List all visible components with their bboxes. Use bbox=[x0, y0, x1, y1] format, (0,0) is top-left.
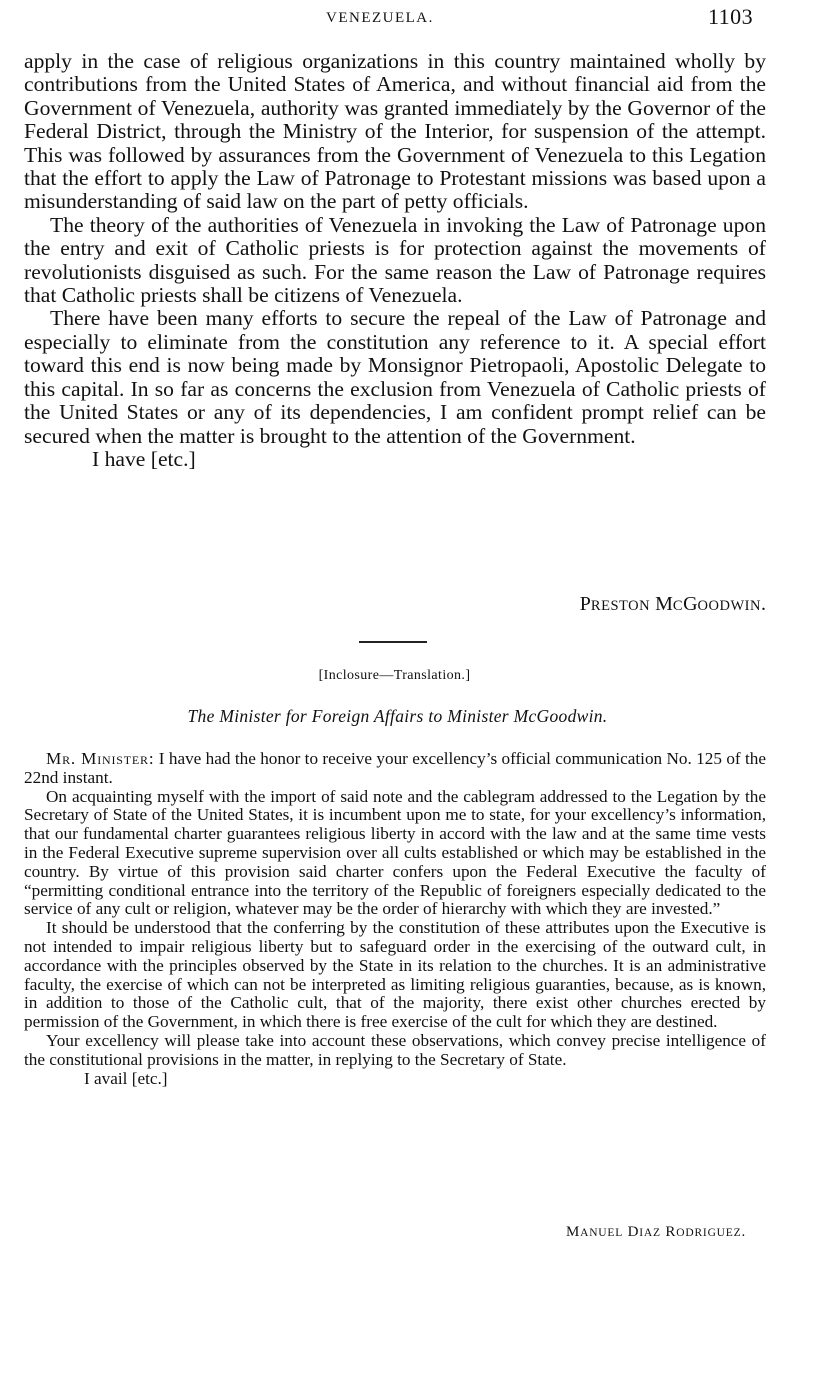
main-paragraph-2: The theory of the authorities of Venezuela in invoking the Law of Patronage upon the entry and exit of Catholic priests is for protection against the movements of revolutionists disguised as such. For the same reason the Law of Patronage requires that Catholic priests shall be citizens of Venezuela. bbox=[24, 212, 766, 308]
running-title: VENEZUELA. bbox=[326, 10, 434, 26]
main-paragraph-3: There have been many efforts to secure the repeal of the Law of Patronage and especially to eliminate from the constitution any reference to it. A special effort toward this end is now being made by Monsignor Pietropaoli, Apostolic Delegate to this capital. In so far as concerns the exclusion from Venezuela of Catholic priests of the United States or any of its dependencies, I am confident prompt relief can be secured when the matter is brought to the attention of the Government. bbox=[24, 306, 766, 448]
inclosure-label: [Inclosure—Translation.] bbox=[318, 668, 471, 683]
main-closing: I have [etc.] bbox=[92, 446, 196, 471]
salutation: Mr. Minister: bbox=[46, 749, 155, 768]
page-number: 1103 bbox=[708, 4, 754, 29]
inclosure-title: The Minister for Foreign Affairs to Minister McGoodwin. bbox=[187, 706, 608, 726]
section-divider bbox=[359, 641, 427, 643]
inclosure-paragraph-3: It should be understood that the conferring by the constitution of these attributes upon the Executive is not intended to impair religious liberty but to safeguard order in the exercising of the outward cult, in accordance with the principles observed by the State in its relation to the churches. It is an administrative faculty, the exercise of which can not be interpreted as limiting religious guaranties, because, as is known, in addition to those of the Catholic cult, that of the majority, there exist other churches erected by permission of the Government, in which there is free exercise of the cult for which they are destined. bbox=[24, 918, 766, 1032]
inclosure-paragraph-4: Your excellency will please take into account these observations, which convey precise intelligence of the constitutional provisions in the matter, in replying to the Secretary of State. bbox=[24, 1030, 766, 1069]
main-signature bbox=[24, 593, 766, 618]
inclosure-signature-text: MANUEL DIAZ RODRIGUEZ. bbox=[565, 1224, 746, 1240]
inclosure-paragraph-2: On acquainting myself with the import of said note and the cablegram addressed to the Legation by the Secretary of State of the United States, it is incumbent upon me to state, for your excellency’s information, that our fundamental charter guarantees religious liberty in accord with the law and at the same time vests in the Federal Executive supreme supervision over all cults established or which may be established in the country. By virtue of this provision said charter confers upon the Federal Executive the faculty of “permitting conditional entrance into the territory of the Republic of foreigners especially dedicated to the service of any cult or religion, whatever may be the order of hierarchy with which they are invested.” bbox=[24, 786, 766, 919]
main-paragraph-1: apply in the case of religious organizations in this country maintained wholly by contributions from the United States of America, and without financial aid from the Government of Venezuela, authority was granted immediately by the Governor of the Federal District, through the Ministry of the Interior, for suspension of the attempt. This was followed by assurances from the Government of Venezuela to this Legation that the effort to apply the Law of Patronage to Protestant missions was based upon a misunderstanding of said law on the part of petty officials. bbox=[24, 49, 766, 214]
inclosure-signature bbox=[0, 1224, 746, 1241]
inclosure-letter-text bbox=[24, 750, 766, 1088]
main-letter-text bbox=[24, 49, 766, 615]
main-signature-text: PRESTON MCGOODWIN. bbox=[579, 593, 766, 615]
inclosure-paragraph-1: I have had the honor to receive your excellency’s official communication No. 125 of the 22nd instant. bbox=[24, 749, 766, 787]
inclosure-closing: I avail [etc.] bbox=[84, 1068, 168, 1088]
page-header bbox=[0, 4, 829, 34]
